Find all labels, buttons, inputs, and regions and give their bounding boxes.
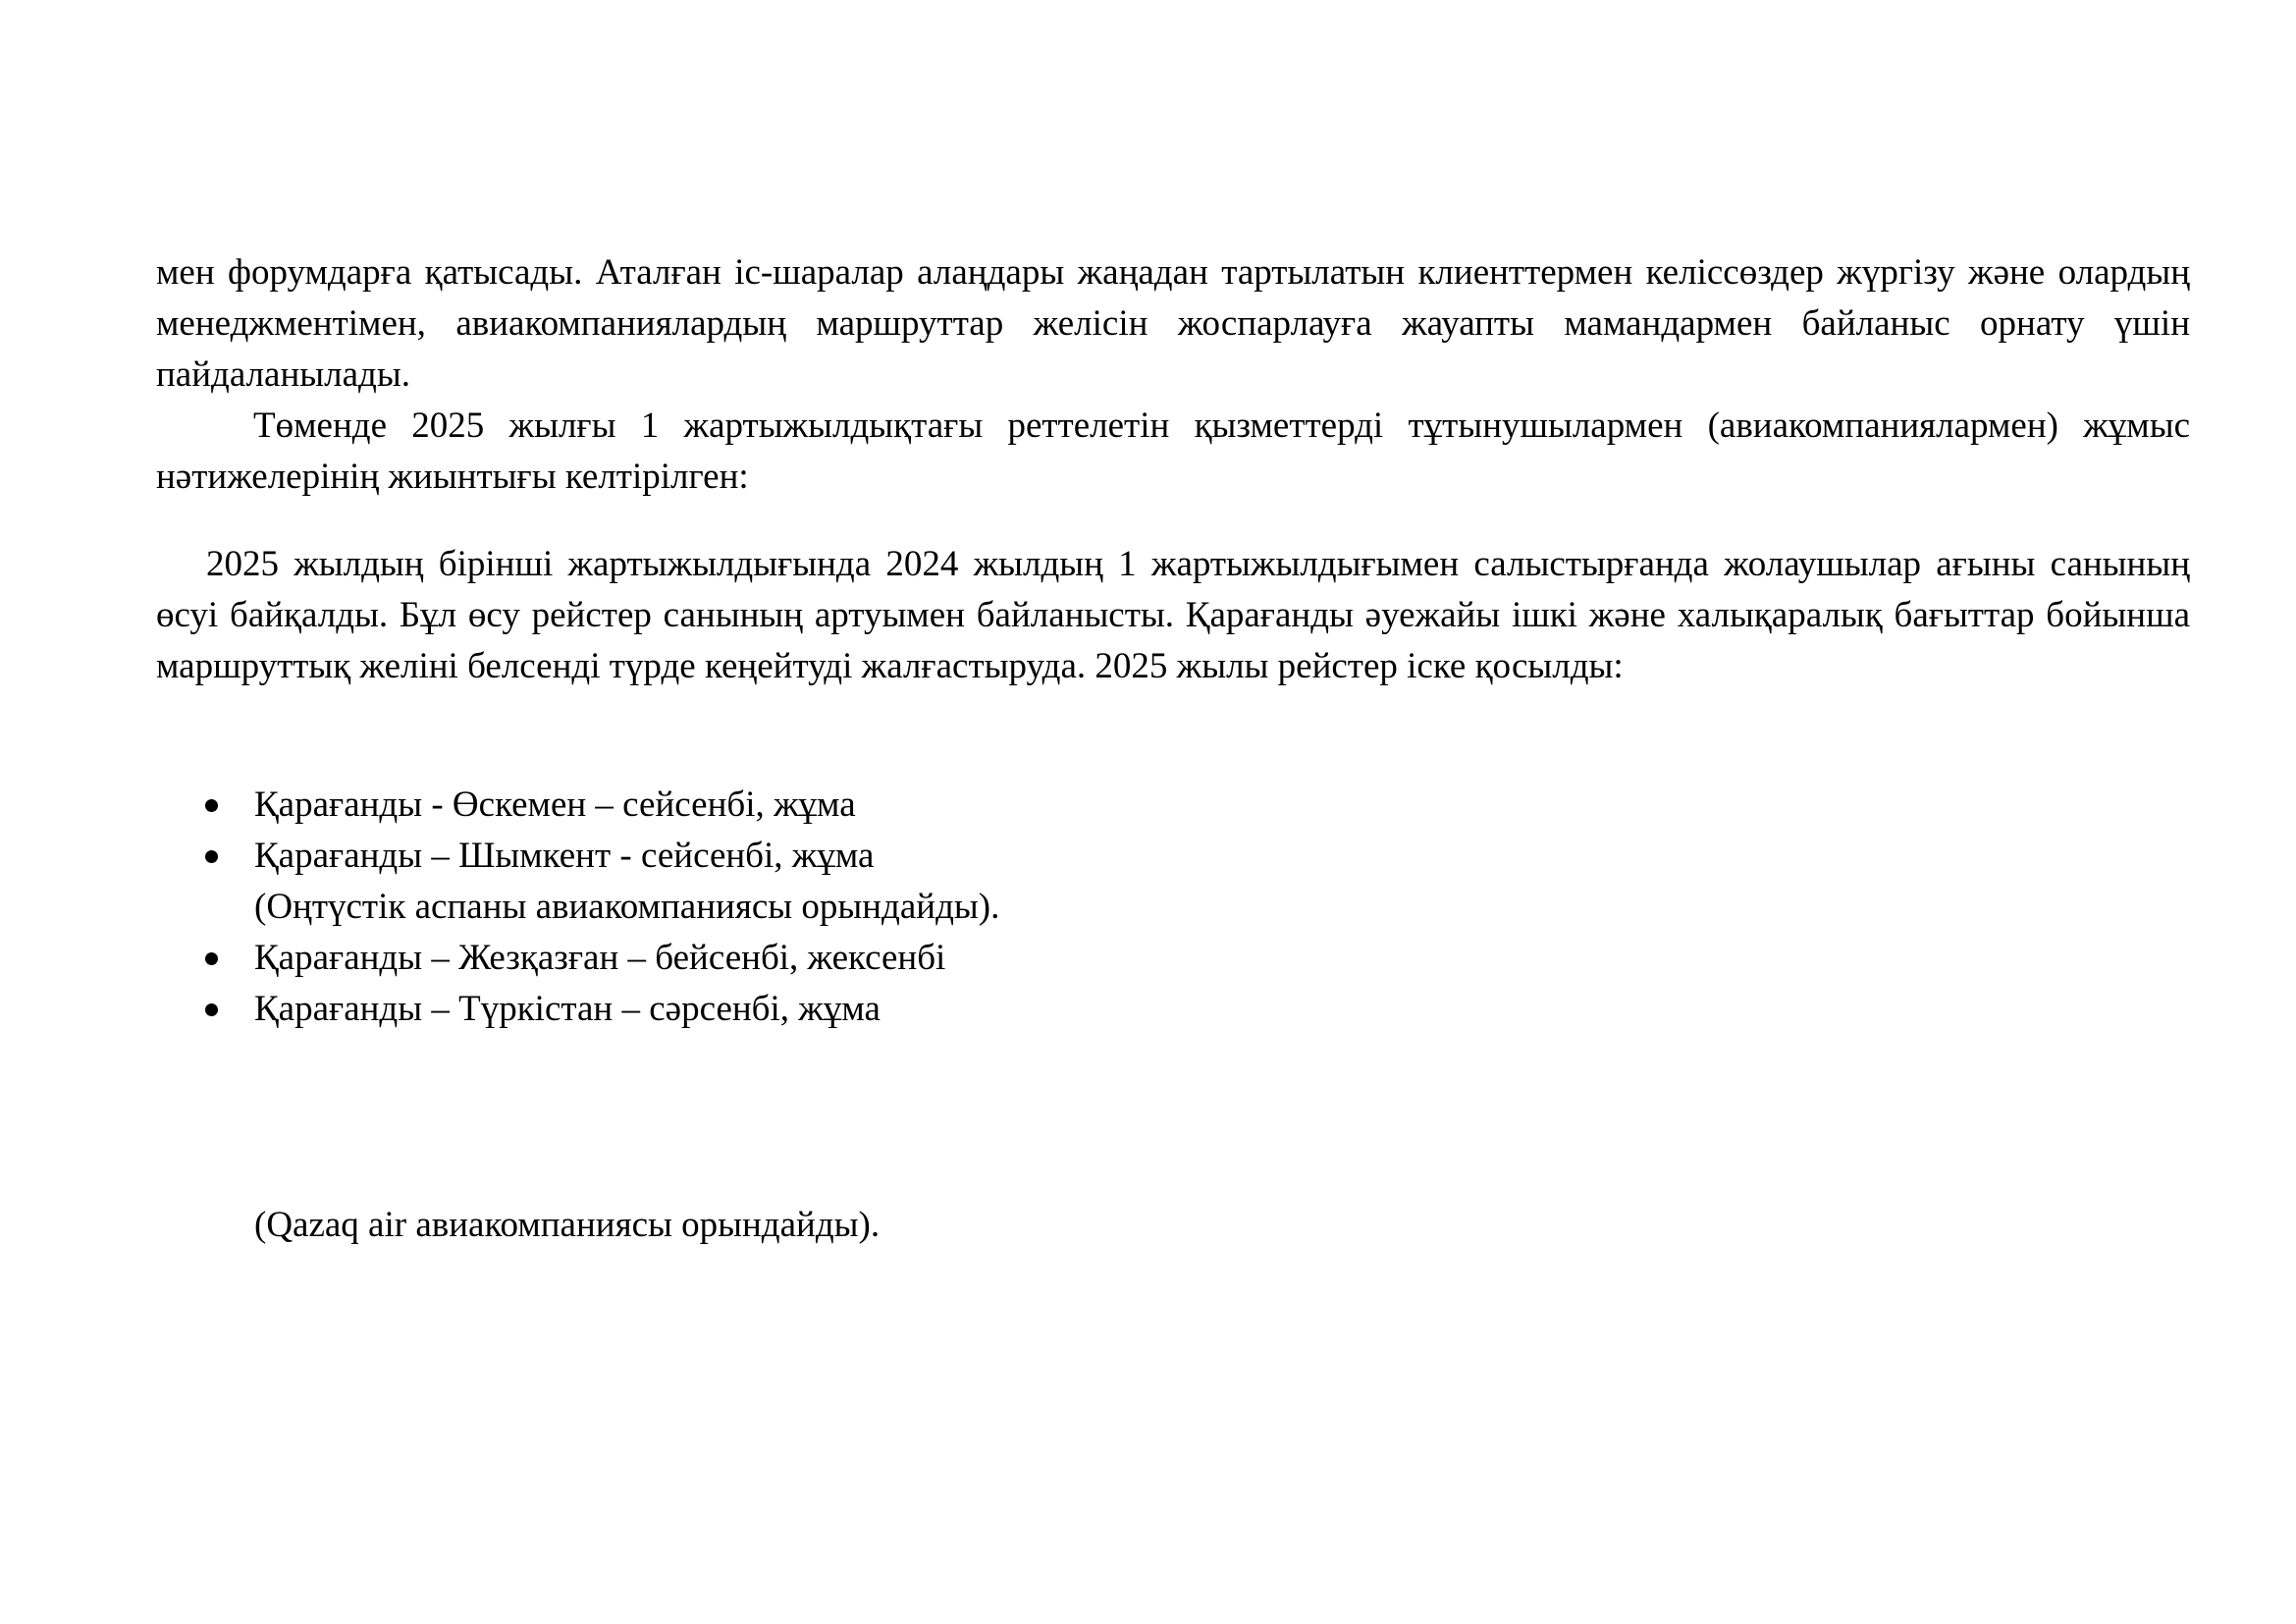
route-label: Қарағанды – Шымкент - сейсенбі, жұма [254, 836, 875, 876]
route-label: Қарағанды - Өскемен – сейсенбі, жұма [254, 785, 856, 825]
bullet-icon [205, 1003, 218, 1016]
paragraph-summary-intro: Төменде 2025 жылғы 1 жартыжылдықтағы реттелетін қызметтерді тұтынушылармен (авиакомпаниялармен) жұмыс нәтижелерінің жиынтығы келтірілген: [156, 406, 2190, 497]
bullet-icon [205, 952, 218, 965]
list-item [156, 780, 1825, 831]
list-item [156, 933, 1825, 984]
route-operator-note: (Оңтүстік аспаны авиакомпаниясы орындайды). [254, 887, 1000, 927]
paragraph-passenger-growth: 2025 жылдың бірінші жартыжылдығында 2024 жылдың 1 жартыжылдығымен салыстырғанда жолаушылар ағыны санының өсуі байқалды. Бұл өсу рейстер санының артуымен байланысты. Қарағанды әуежайы ішкі және халықаралық бағыттар бойынша маршруттық желіні белсенді түрде кеңейтуді жалғастыруда. 2025 жылы рейстер іске қосылды: [156, 544, 2190, 686]
list-item [156, 831, 1825, 882]
operator-footnote: (Qazaq air авиакомпаниясы орындайды). [254, 1205, 881, 1245]
paragraph-forums: мен форумдарға қатысады. Аталған іс-шаралар алаңдары жаңадан тартылатын клиенттермен келіссөздер жүргізу және олардың менеджментімен, авиакомпаниялардың маршруттар желісін жоспарлауға жауапты мамандармен байланыс орнату үшін пайдаланылады. [156, 252, 2190, 395]
routes-list [156, 780, 1825, 1035]
route-label: Қарағанды – Түркістан – сәрсенбі, жұма [254, 989, 881, 1029]
list-item [156, 984, 1825, 1035]
bullet-icon [205, 850, 218, 863]
bullet-icon [205, 799, 218, 812]
route-label: Қарағанды – Жезқазған – бейсенбі, жексенбі [254, 938, 946, 978]
